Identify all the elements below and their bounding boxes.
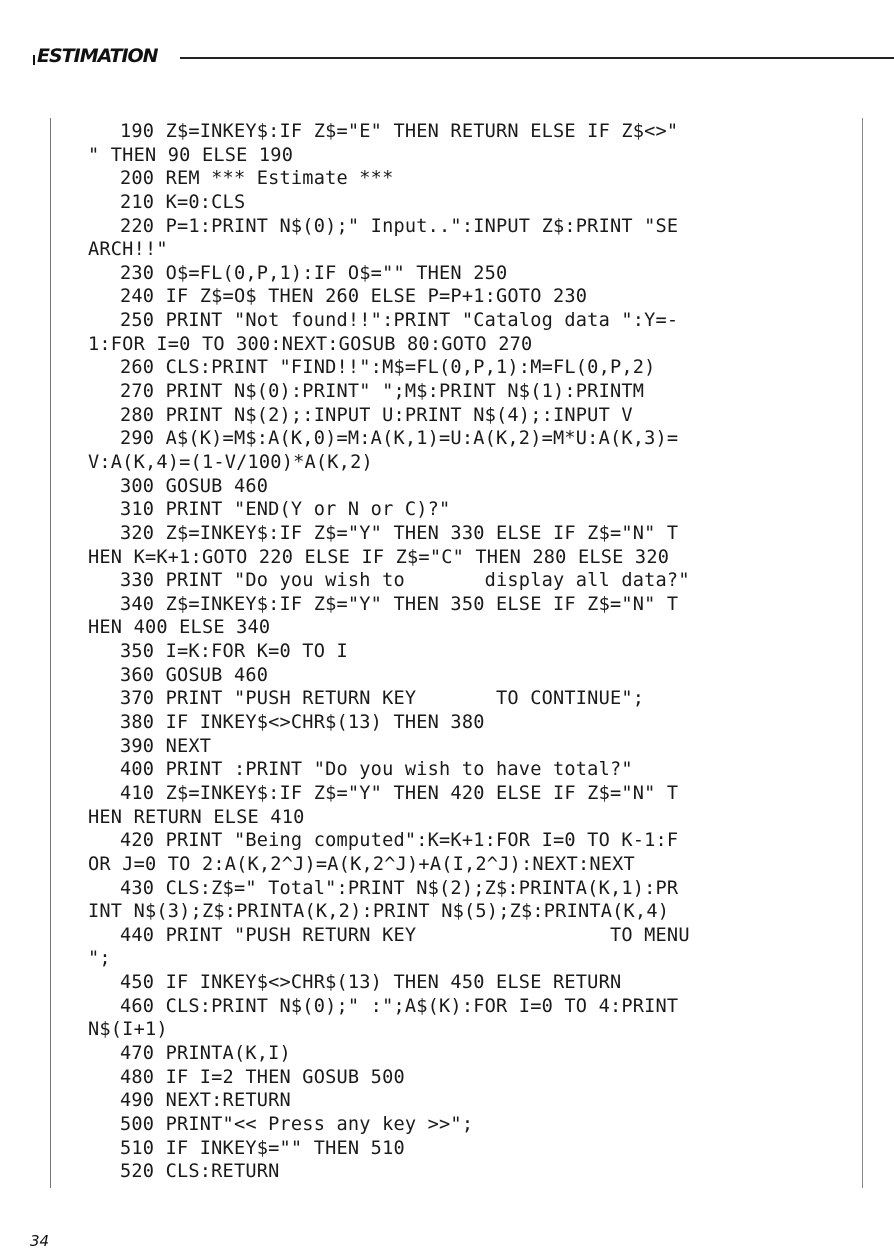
code-line: 280 PRINT N$(2);:INPUT U:PRINT N$(4);:INPUT V (120, 404, 633, 426)
code-line: 330 PRINT "Do you wish to display all data?" (120, 570, 690, 592)
code-line: 200 REM *** Estimate *** (120, 168, 394, 190)
code-line: 240 IF Z$=O$ THEN 260 ELSE P=P+1:GOTO 230 (120, 286, 588, 308)
code-line: 210 K=0:CLS (120, 191, 246, 213)
code-line-continuation: HEN K=K+1:GOTO 220 ELSE IF Z$="C" THEN 280 ELSE 320 (88, 546, 670, 568)
code-line-continuation: HEN RETURN ELSE 410 (88, 806, 305, 828)
code-line: 510 IF INKEY$="" THEN 510 (120, 1137, 405, 1159)
basic-program-listing (88, 120, 830, 1184)
code-line: 320 Z$=INKEY$:IF Z$="Y" THEN 330 ELSE IF Z$="N" T (120, 522, 679, 544)
code-line-continuation: OR J=0 TO 2:A(K,2^J)=A(K,2^J)+A(I,2^J):NEXT:NEXT (88, 853, 635, 875)
code-line-continuation: V:A(K,4)=(1-V/100)*A(K,2) (88, 451, 373, 473)
code-line: 260 CLS:PRINT "FIND!!":M$=FL(0,P,1):M=FL(0,P,2) (120, 357, 656, 379)
code-line: 400 PRINT :PRINT "Do you wish to have total?" (120, 759, 633, 781)
code-line: 490 NEXT:RETURN (120, 1090, 291, 1112)
code-line: 430 CLS:Z$=" Total":PRINT N$(2);Z$:PRINTA(K,1):PR (120, 877, 679, 899)
page-number: 34 (30, 1232, 50, 1250)
code-line: 390 NEXT (120, 735, 212, 757)
code-line: 470 PRINTA(K,I) (120, 1042, 291, 1064)
section-title: ESTIMATION (37, 45, 158, 67)
code-line: 520 CLS:RETURN (120, 1161, 280, 1183)
code-line-continuation: ARCH!!" (88, 239, 168, 261)
code-line: 310 PRINT "END(Y or N or C)?" (120, 499, 451, 521)
code-line-continuation: "; (88, 948, 111, 970)
header-corner-mark (33, 55, 35, 65)
code-line: 190 Z$=INKEY$:IF Z$="E" THEN RETURN ELSE IF Z$<>" (120, 121, 679, 142)
listing-right-border (862, 118, 863, 1188)
code-line: 290 A$(K)=M$:A(K,0)=M:A(K,1)=U:A(K,2)=M*U:A(K,3)= (120, 428, 679, 450)
code-line: 420 PRINT "Being computed":K=K+1:FOR I=0 TO K-1:F (120, 830, 679, 852)
header-rule (180, 57, 894, 59)
code-line: 410 Z$=INKEY$:IF Z$="Y" THEN 420 ELSE IF Z$="N" T (120, 782, 679, 804)
code-line: 450 IF INKEY$<>CHR$(13) THEN 450 ELSE RETURN (120, 972, 622, 994)
code-line: 460 CLS:PRINT N$(0);" :";A$(K):FOR I=0 TO 4:PRINT (120, 995, 679, 1017)
code-line: 370 PRINT "PUSH RETURN KEY TO CONTINUE"; (120, 688, 645, 710)
code-line: 270 PRINT N$(0):PRINT" ";M$:PRINT N$(1):PRINTM (120, 381, 645, 403)
code-line: 340 Z$=INKEY$:IF Z$="Y" THEN 350 ELSE IF Z$="N" T (120, 593, 679, 615)
code-line: 250 PRINT "Not found!!":PRINT "Catalog data ":Y=- (120, 310, 679, 332)
code-line-continuation: HEN 400 ELSE 340 (88, 617, 271, 639)
code-line: 500 PRINT"<< Press any key >>"; (120, 1113, 474, 1135)
code-line: 480 IF I=2 THEN GOSUB 500 (120, 1066, 405, 1088)
code-line-continuation: N$(I+1) (88, 1019, 168, 1041)
code-line: 230 O$=FL(0,P,1):IF O$="" THEN 250 (120, 262, 508, 284)
code-line: 360 GOSUB 460 (120, 664, 269, 686)
code-line-continuation: " THEN 90 ELSE 190 (88, 144, 294, 166)
listing-left-border (50, 118, 51, 1188)
code-line-continuation: INT N$(3);Z$:PRINTA(K,2):PRINT N$(5);Z$:PRINTA(K,4) (88, 901, 670, 923)
code-line: 220 P=1:PRINT N$(0);" Input..":INPUT Z$:PRINT "SE (120, 215, 679, 237)
code-line: 350 I=K:FOR K=0 TO I (120, 641, 348, 663)
code-line: 440 PRINT "PUSH RETURN KEY TO MENU (120, 924, 690, 946)
code-line: 300 GOSUB 460 (120, 475, 269, 497)
code-line-continuation: 1:FOR I=0 TO 300:NEXT:GOSUB 80:GOTO 270 (88, 333, 533, 355)
code-line: 380 IF INKEY$<>CHR$(13) THEN 380 (120, 712, 485, 734)
